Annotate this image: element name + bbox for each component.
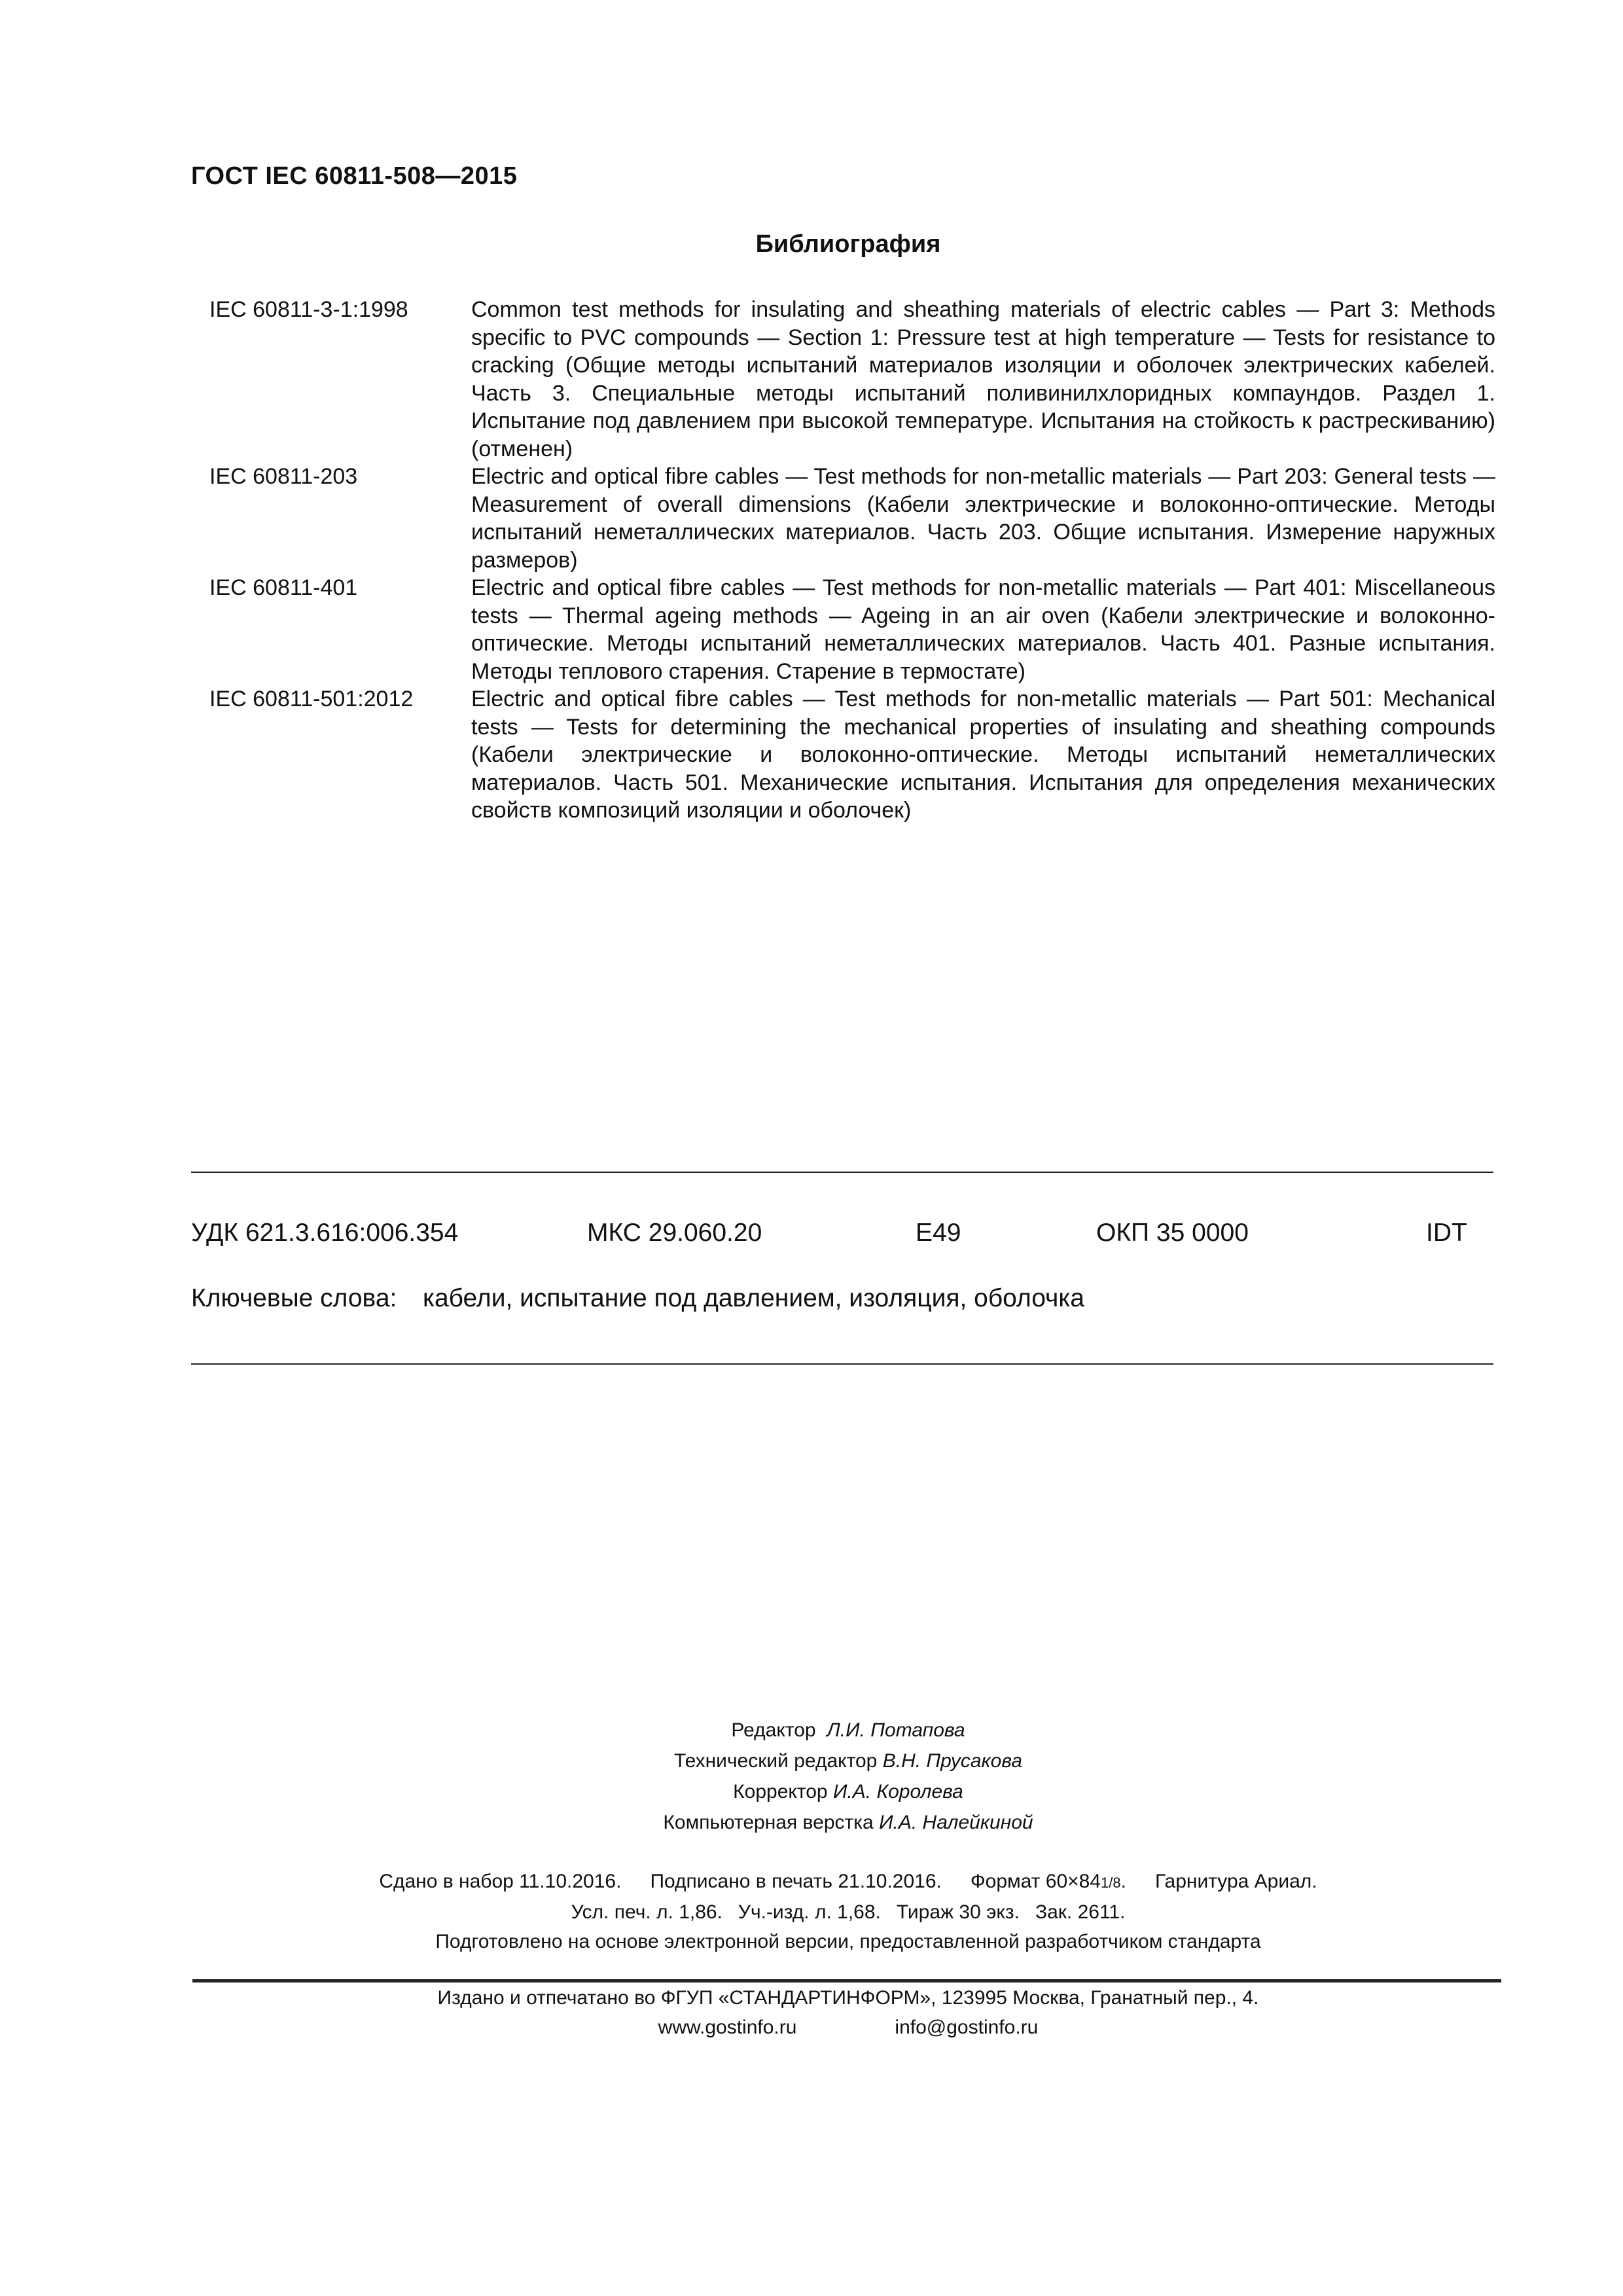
prepared-line: Подготовлено на основе электронной версии, предоставленной разработчиком стандарта <box>435 1931 1261 1952</box>
entry-description: Electric and optical fibre cables — Test methods for non-metallic materials — Part 203: General tests — Measurement of overall dimensions (Кабели электрические и волоконно-оптические. Методы испытаний неметаллических материалов. Часть 203. Общие испытания. Измерение наружных размеров) <box>471 464 1495 573</box>
bibliography-entry <box>209 574 1495 685</box>
keywords-label: Ключевые слова: <box>191 1284 397 1312</box>
publisher-contacts <box>0 2013 1623 2042</box>
entry-reference: IEC 60811-3-1:1998 <box>209 297 408 322</box>
keywords-value: кабели, испытание под давлением, изоляция, оболочка <box>423 1284 1084 1312</box>
entry-reference: IEC 60811-203 <box>209 464 358 489</box>
bibliography-entry <box>209 685 1495 825</box>
tech-editor-name: В.Н. Прусакова <box>882 1750 1023 1772</box>
standard-header: ГОСТ IEC 60811-508—2015 <box>191 162 518 190</box>
entry-description: Common test methods for insulating and sheathing materials of electric cables — Part 3: Methods specific to PVC compounds — Section 1: Pressure test at high temperature — Tests for resistance to cracking (Общие методы испытаний материалов изоляции и оболочек электрических кабелей. Часть 3. Специальные методы испытаний поливинилхлоридных компаундов. Раздел 1. Испытание под давлением при высокой температуре. Испытания на стойкость к растрескиванию) (отменен) <box>471 297 1495 461</box>
entry-reference: IEC 60811-401 <box>209 575 358 600</box>
print-info-block <box>0 1867 1623 1956</box>
publisher-website[interactable]: www.gostinfo.ru <box>658 2017 797 2038</box>
editor-name: Л.И. Потапова <box>827 1719 965 1741</box>
keywords-line <box>191 1284 1084 1313</box>
publisher-line: Издано и отпечатано во ФГУП «СТАНДАРТИНФОРМ», 123995 Москва, Гранатный пер., 4. <box>437 1987 1259 2009</box>
top-divider <box>191 1172 1493 1173</box>
credits-block <box>0 1715 1623 1838</box>
mks-code: МКС 29.060.20 <box>587 1219 762 1247</box>
bibliography-entry <box>209 296 1495 463</box>
corrector-line: Корректор И.А. Королева <box>733 1781 963 1803</box>
idt-code: IDT <box>1426 1219 1467 1247</box>
bottom-divider <box>191 1363 1493 1365</box>
okp-code: ОКП 35 0000 <box>1096 1219 1249 1247</box>
publisher-block <box>0 1983 1623 2042</box>
e-code: E49 <box>916 1219 961 1247</box>
layout-line: Компьютерная верстка И.А. Налейкиной <box>663 1812 1033 1833</box>
entry-reference: IEC 60811-501:2012 <box>209 687 414 711</box>
publisher-divider <box>192 1979 1501 1982</box>
format-fraction: 1/8 <box>1101 1874 1121 1891</box>
bibliography-entry <box>209 463 1495 574</box>
editor-line: Редактор Л.И. Потапова <box>731 1719 965 1741</box>
udk-code: УДК 621.3.616:006.354 <box>191 1219 459 1247</box>
print-dates-line: Сдано в набор 11.10.2016. Подписано в печать 21.10.2016. Формат 60×841/8. Гарнитура Ариал. <box>379 1871 1317 1892</box>
entry-description: Electric and optical fibre cables — Test methods for non-metallic materials — Part 401: Miscellaneous tests — Thermal ageing methods — Ageing in an air oven (Кабели электрические и волоконно-оптические. Методы испытаний неметаллических материалов. Часть 401. Разные испытания. Методы теплового старения. Старение в термостате) <box>471 575 1495 684</box>
bibliography-list <box>209 296 1495 825</box>
print-volume-line: Усл. печ. л. 1,86. Уч.-изд. л. 1,68. Тираж 30 экз. Зак. 2611. <box>571 1901 1126 1923</box>
corrector-name: И.А. Королева <box>832 1781 963 1803</box>
tech-editor-line: Технический редактор В.Н. Прусакова <box>673 1750 1023 1772</box>
entry-description: Electric and optical fibre cables — Test methods for non-metallic materials — Part 501: Mechanical tests — Tests for determining the mechanical properties of insulating and sheathing compounds (Кабели электрические и волоконно-оптические. Методы испытаний неметаллических материалов. Часть 501. Механические испытания. Испытания для определения механических свойств композиций изоляции и оболочек) <box>471 687 1495 823</box>
bibliography-title: Библиография <box>755 230 941 258</box>
publisher-email[interactable]: info@gostinfo.ru <box>895 2017 1039 2038</box>
layout-name: И.А. Налейкиной <box>879 1812 1033 1833</box>
